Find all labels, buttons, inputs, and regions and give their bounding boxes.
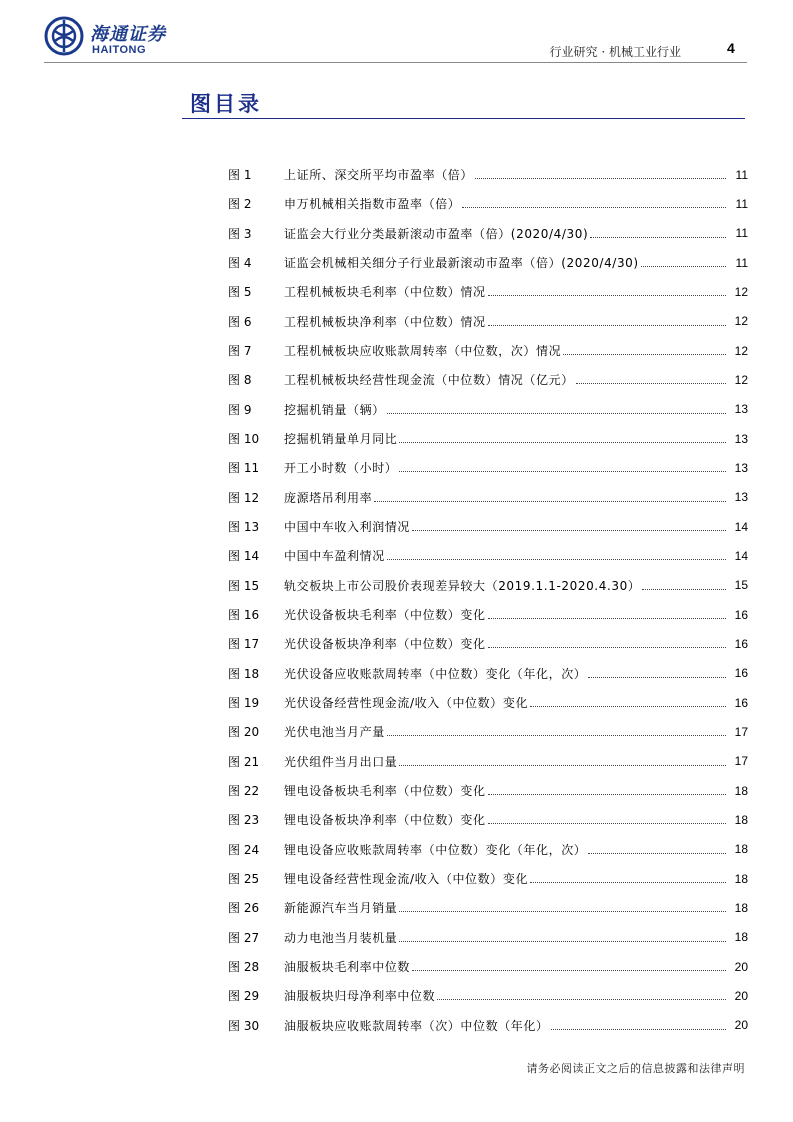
toc-figure-number: 图 7 (228, 344, 252, 359)
toc-dot-leader (412, 970, 726, 971)
toc-figure-number: 图 2 (228, 197, 252, 212)
toc-dot-leader (399, 911, 726, 912)
toc-dot-leader (488, 295, 726, 296)
toc-page-number: 13 (734, 402, 748, 417)
toc-entry[interactable] (228, 629, 748, 658)
toc-figure-title: 挖掘机销量单月同比 (284, 432, 398, 447)
toc-page-number: 18 (734, 900, 748, 915)
toc-dot-leader (475, 178, 726, 179)
toc-entry[interactable] (228, 688, 748, 717)
toc-figure-title: 申万机械相关指数市盈率（倍） (284, 197, 461, 212)
toc-dot-leader (590, 237, 726, 238)
toc-page-number: 12 (734, 343, 748, 358)
toc-figure-number: 图 14 (228, 549, 260, 564)
toc-figure-number: 图 29 (228, 989, 260, 1004)
toc-figure-number: 图 27 (228, 930, 260, 945)
toc-figure-number: 图 1 (228, 168, 252, 183)
toc-page-number: 18 (734, 871, 748, 886)
toc-figure-number: 图 22 (228, 784, 260, 799)
logo-chinese-name: 海通证券 (90, 24, 166, 45)
toc-page-number: 12 (734, 372, 748, 387)
toc-figure-title: 动力电池当月装机量 (284, 930, 398, 945)
toc-figure-title: 工程机械板块净利率（中位数）情况 (284, 314, 486, 329)
toc-figure-title: 光伏设备板块净利率（中位数）变化 (284, 637, 486, 652)
toc-figure-number: 图 15 (228, 578, 260, 593)
header-section: 行业研究 · 机械工业行业 (549, 45, 681, 59)
toc-entry[interactable] (228, 512, 748, 541)
toc-figure-number: 图 5 (228, 285, 252, 300)
toc-page-number: 18 (734, 930, 748, 945)
toc-figure-number: 图 24 (228, 842, 260, 857)
logo-english-name: HAITONG (92, 44, 147, 56)
toc-page-number: 12 (734, 284, 748, 299)
toc-figure-title: 锂电设备经营性现金流/收入（中位数）变化 (284, 872, 529, 887)
toc-dot-leader (387, 413, 726, 414)
toc-page-number: 13 (734, 460, 748, 475)
toc-entry[interactable] (228, 571, 748, 600)
company-logo (44, 14, 194, 60)
toc-figure-number: 图 20 (228, 725, 260, 740)
page-title: 图目录 (190, 92, 262, 116)
toc-dot-leader (399, 442, 726, 443)
toc-entry[interactable] (228, 923, 748, 952)
toc-figure-title: 工程机械板块应收账款周转率（中位数，次）情况 (284, 344, 562, 359)
toc-entry[interactable] (228, 453, 748, 482)
toc-dot-leader (412, 530, 726, 531)
footer-disclaimer: 请务必阅读正文之后的信息披露和法律声明 (526, 1062, 745, 1075)
toc-entry[interactable] (228, 893, 748, 922)
toc-page-number: 16 (734, 607, 748, 622)
toc-entry[interactable] (228, 717, 748, 746)
toc-figure-title: 证监会机械相关细分子行业最新滚动市盈率（倍）(2020/4/30) (284, 256, 639, 271)
toc-figure-number: 图 30 (228, 1018, 260, 1033)
toc-figure-number: 图 9 (228, 402, 252, 417)
toc-figure-title: 工程机械板块毛利率（中位数）情况 (284, 285, 486, 300)
toc-figure-title: 油服板块毛利率中位数 (284, 960, 411, 975)
toc-page-number: 20 (734, 988, 748, 1003)
toc-page-number: 11 (735, 226, 748, 241)
toc-figure-number: 图 16 (228, 608, 260, 623)
toc-entry[interactable] (228, 805, 748, 834)
toc-figure-title: 工程机械板块经营性现金流（中位数）情况（亿元） (284, 373, 574, 388)
toc-figure-number: 图 11 (228, 461, 260, 476)
toc-entry[interactable] (228, 189, 748, 218)
toc-figure-title: 上证所、深交所平均市盈率（倍） (284, 168, 474, 183)
toc-page-number: 18 (734, 812, 748, 827)
toc-entry[interactable] (228, 307, 748, 336)
toc-dot-leader (563, 354, 726, 355)
toc-entry[interactable] (228, 248, 748, 277)
toc-entry[interactable] (228, 776, 748, 805)
toc-figure-number: 图 13 (228, 520, 260, 535)
toc-dot-leader (437, 999, 726, 1000)
toc-figure-title: 新能源汽车当月销量 (284, 901, 398, 916)
toc-dot-leader (588, 853, 726, 854)
toc-figure-title: 锂电设备应收账款周转率（中位数）变化（年化，次） (284, 842, 587, 857)
toc-page-number: 16 (734, 695, 748, 710)
toc-figure-number: 图 23 (228, 813, 260, 828)
toc-page-number: 13 (734, 431, 748, 446)
haitong-logo-icon (44, 16, 84, 56)
toc-page-number: 11 (735, 167, 748, 182)
toc-entry[interactable] (228, 219, 748, 248)
toc-figure-title: 开工小时数（小时） (284, 461, 398, 476)
toc-dot-leader (488, 647, 726, 648)
toc-dot-leader (488, 794, 726, 795)
header-divider (44, 62, 747, 63)
toc-entry[interactable] (228, 365, 748, 394)
toc-page-number: 13 (734, 490, 748, 505)
toc-dot-leader (399, 765, 726, 766)
toc-figure-number: 图 25 (228, 872, 260, 887)
toc-figure-title: 庞源塔吊利用率 (284, 490, 373, 505)
toc-figure-title: 光伏设备应收账款周转率（中位数）变化（年化，次） (284, 666, 587, 681)
toc-figure-title: 光伏设备经营性现金流/收入（中位数）变化 (284, 696, 529, 711)
toc-dot-leader (488, 823, 726, 824)
toc-dot-leader (387, 735, 726, 736)
toc-figure-number: 图 26 (228, 901, 260, 916)
toc-entry[interactable] (228, 1011, 748, 1040)
toc-entry[interactable] (228, 395, 748, 424)
toc-page-number: 14 (734, 519, 748, 534)
toc-entry[interactable] (228, 160, 748, 189)
toc-dot-leader (374, 501, 726, 502)
toc-figure-number: 图 6 (228, 314, 252, 329)
toc-page-number: 16 (734, 636, 748, 651)
toc-dot-leader (576, 383, 726, 384)
toc-page-number: 20 (734, 959, 748, 974)
toc-figure-number: 图 28 (228, 960, 260, 975)
title-divider (182, 118, 745, 119)
toc-figure-title: 光伏电池当月产量 (284, 725, 385, 740)
toc-figure-title: 光伏组件当月出口量 (284, 754, 398, 769)
toc-page-number: 11 (735, 255, 748, 270)
toc-entry[interactable] (228, 424, 748, 453)
toc-dot-leader (530, 706, 726, 707)
toc-page-number: 17 (734, 724, 748, 739)
toc-figure-title: 光伏设备板块毛利率（中位数）变化 (284, 608, 486, 623)
toc-dot-leader (399, 941, 726, 942)
toc-figure-title: 锂电设备板块净利率（中位数）变化 (284, 813, 486, 828)
toc-figure-title: 锂电设备板块毛利率（中位数）变化 (284, 784, 486, 799)
toc-entry[interactable] (228, 747, 748, 776)
toc-dot-leader (488, 325, 726, 326)
toc-figure-number: 图 8 (228, 373, 252, 388)
toc-figure-title: 挖掘机销量（辆） (284, 402, 385, 417)
figure-list (228, 160, 748, 1040)
toc-entry[interactable] (228, 600, 748, 629)
toc-entry[interactable] (228, 483, 748, 512)
toc-figure-title: 中国中车盈利情况 (284, 549, 385, 564)
toc-entry[interactable] (228, 659, 748, 688)
toc-figure-number: 图 19 (228, 696, 260, 711)
toc-dot-leader (387, 559, 726, 560)
toc-figure-title: 证监会大行业分类最新滚动市盈率（倍）(2020/4/30) (284, 226, 589, 241)
toc-entry[interactable] (228, 541, 748, 570)
toc-entry[interactable] (228, 277, 748, 306)
toc-figure-number: 图 4 (228, 256, 252, 271)
toc-dot-leader (551, 1029, 726, 1030)
toc-figure-title: 轨交板块上市公司股价表现差异较大（2019.1.1-2020.4.30） (284, 578, 641, 593)
toc-page-number: 17 (734, 754, 748, 769)
toc-entry[interactable] (228, 952, 748, 981)
toc-entry[interactable] (228, 981, 748, 1010)
toc-dot-leader (641, 266, 726, 267)
toc-dot-leader (399, 471, 726, 472)
toc-figure-number: 图 12 (228, 490, 260, 505)
toc-entry[interactable] (228, 336, 748, 365)
toc-entry[interactable] (228, 835, 748, 864)
toc-dot-leader (588, 677, 726, 678)
toc-figure-title: 中国中车收入利润情况 (284, 520, 411, 535)
toc-page-number: 12 (734, 314, 748, 329)
toc-page-number: 14 (734, 548, 748, 563)
toc-page-number: 11 (735, 196, 748, 211)
toc-page-number: 18 (734, 783, 748, 798)
toc-dot-leader (488, 618, 726, 619)
toc-figure-title: 油服板块应收账款周转率（次）中位数（年化） (284, 1018, 549, 1033)
toc-page-number: 16 (734, 666, 748, 681)
page-number: 4 (727, 40, 735, 56)
toc-figure-number: 图 10 (228, 432, 260, 447)
toc-entry[interactable] (228, 864, 748, 893)
toc-dot-leader (462, 207, 726, 208)
toc-figure-number: 图 17 (228, 637, 260, 652)
toc-page-number: 20 (734, 1018, 748, 1033)
toc-dot-leader (642, 589, 726, 590)
toc-page-number: 18 (734, 842, 748, 857)
toc-figure-title: 油服板块归母净利率中位数 (284, 989, 436, 1004)
toc-figure-number: 图 21 (228, 754, 260, 769)
toc-dot-leader (530, 882, 726, 883)
toc-figure-number: 图 3 (228, 226, 252, 241)
toc-figure-number: 图 18 (228, 666, 260, 681)
toc-page-number: 15 (734, 578, 748, 593)
